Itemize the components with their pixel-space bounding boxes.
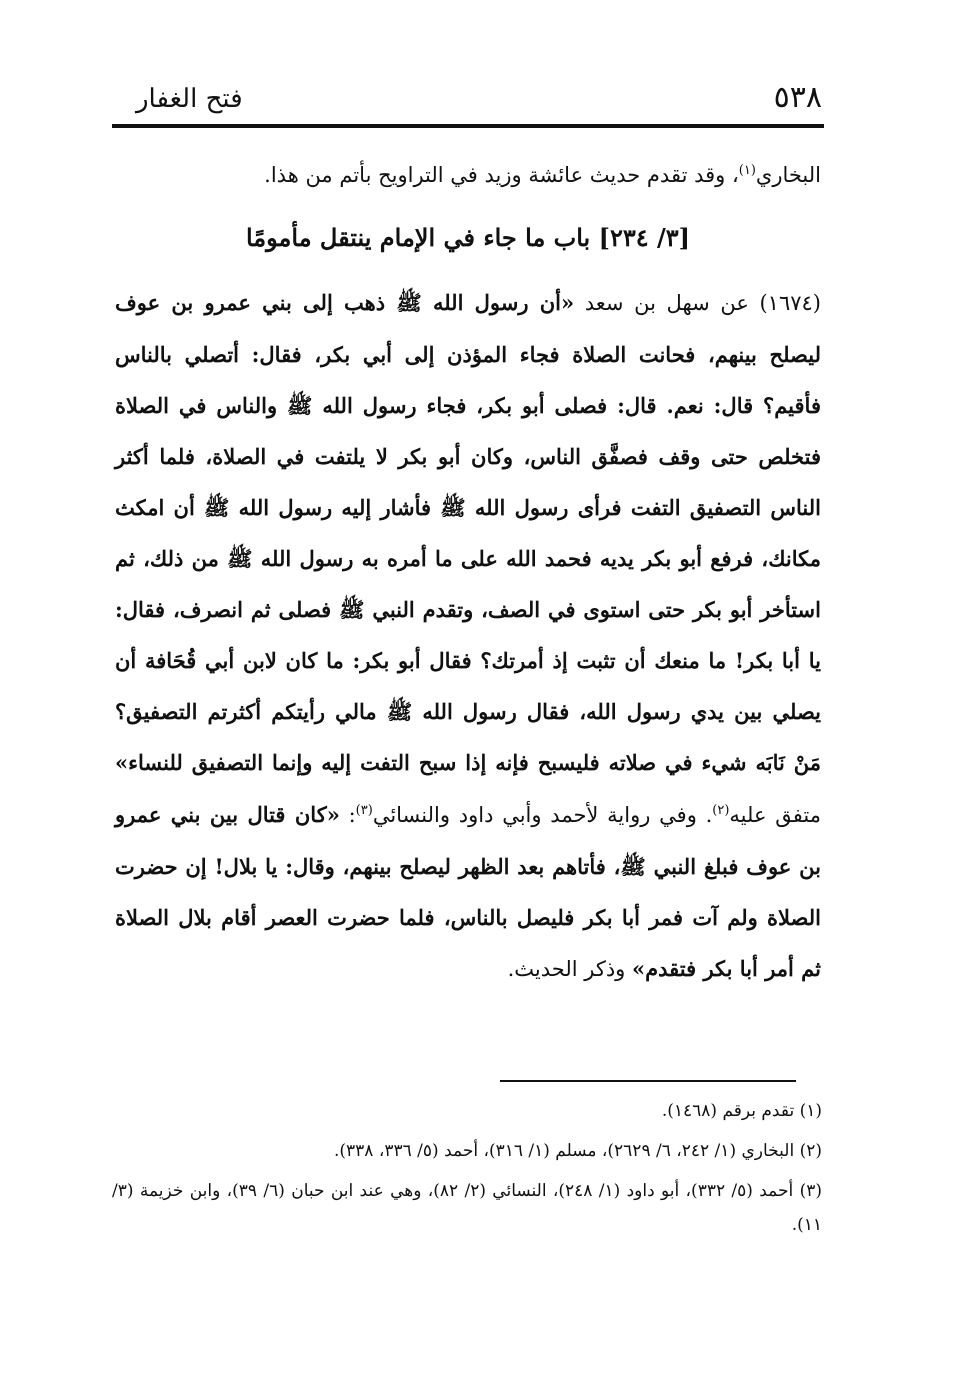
footnote-1: (١) تقدم برقم (١٤٦٨).: [661, 1101, 822, 1121]
footnote-divider: [500, 1080, 796, 1082]
page-header: [112, 78, 822, 122]
book-title: فتح الغفار: [136, 84, 243, 114]
continuation-pre: البخاري: [755, 163, 821, 187]
page-number: ٥٣٨: [773, 80, 822, 115]
hadith-paragraph: [115, 277, 821, 995]
footnote-ref-2: (٢): [712, 803, 730, 818]
hadith-intro: (١٦٧٤) عن سهل بن سعد: [574, 291, 821, 315]
continuation-post: ، وقد تقدم حديث عائشة وزيد في التراويح بأتم من هذا.: [264, 163, 739, 187]
footnote-ref-1: (١): [738, 163, 756, 178]
narration-quote: «كان قتال بين بني عمرو بن عوف فبلغ النبي ﷺ، فأتاهم بعد الظهر ليصلح بينهم، وقال: يا بلال! إن حضرت الصلاة ولم آت فمر أبا بكر فليصل بالناس، فلما حضرت العصر أقام بلال الصلاة ثم أمر أبا بكر فتقدم»: [115, 802, 821, 981]
footnotes: [112, 1094, 822, 1248]
narration-end: وذكر الحديث.: [507, 957, 632, 981]
hadith-main: «أن رسول الله ﷺ ذهب إلى بني عمرو بن عوف ليصلح بينهم، فحانت الصلاة فجاء المؤذن إلى أبي بكر، فقال: أتصلي بالناس فأقيم؟ قال: نعم. قال: فصلى أبو بكر، فجاء رسول الله ﷺ والناس في الصلاة فتخلص حتى وقف فصفَّق الناس، وكان أبو بكر لا يلتفت في الصلاة، فلما أكثر الناس التصفيق التفت فرأى رسول الله ﷺ فأشار إليه رسول الله ﷺ أن امكث مكانك، فرفع أبو بكر يديه فحمد الله على ما أمره به رسول الله ﷺ من ذلك، ثم استأخر أبو بكر حتى استوى في الصف، وتقدم النبي ﷺ فصلى ثم انصرف، فقال: يا أبا بكر! ما منعك أن تثبت إذ أمرتك؟ فقال أبو بكر: ما كان لابن أبي قُحَافة أن يصلي بين يدي رسول الله، فقال رسول الله ﷺ مالي رأيتكم أكثرتم التصفيق؟ مَنْ نَابَه شيء في صلاته فليسبح فإنه إذا سبح التفت إليه وإنما التصفيق للنساء»: [115, 290, 821, 775]
main-text: [115, 150, 821, 995]
header-divider: [112, 124, 824, 128]
narration-pre: . وفي رواية لأحمد وأبي داود والنسائي: [372, 803, 713, 827]
chapter-heading: [٣/ ٢٣٤] باب ما جاء في الإمام ينتقل مأمومًا: [245, 223, 690, 252]
footnote-2: (٢) البخاري (١/ ٢٤٢، ٦/ ٢٦٢٩)، مسلم (١/ ٣١٦)، أحمد (٥/ ٣٣٦، ٣٣٨).: [334, 1141, 822, 1161]
footnote-3: (٣) أحمد (٥/ ٣٣٢)، أبو داود (١/ ٢٤٨)، النسائي (٢/ ٨٢)، وهي عند ابن حبان (٦/ ٣٩)، وابن خزيمة (٣/ ١١).: [112, 1181, 822, 1235]
footnote-ref-3: (٣): [355, 803, 373, 818]
narration-colon: :: [339, 803, 356, 827]
continuation-paragraph: [115, 150, 821, 201]
agreed-upon: متفق عليه: [729, 803, 821, 827]
